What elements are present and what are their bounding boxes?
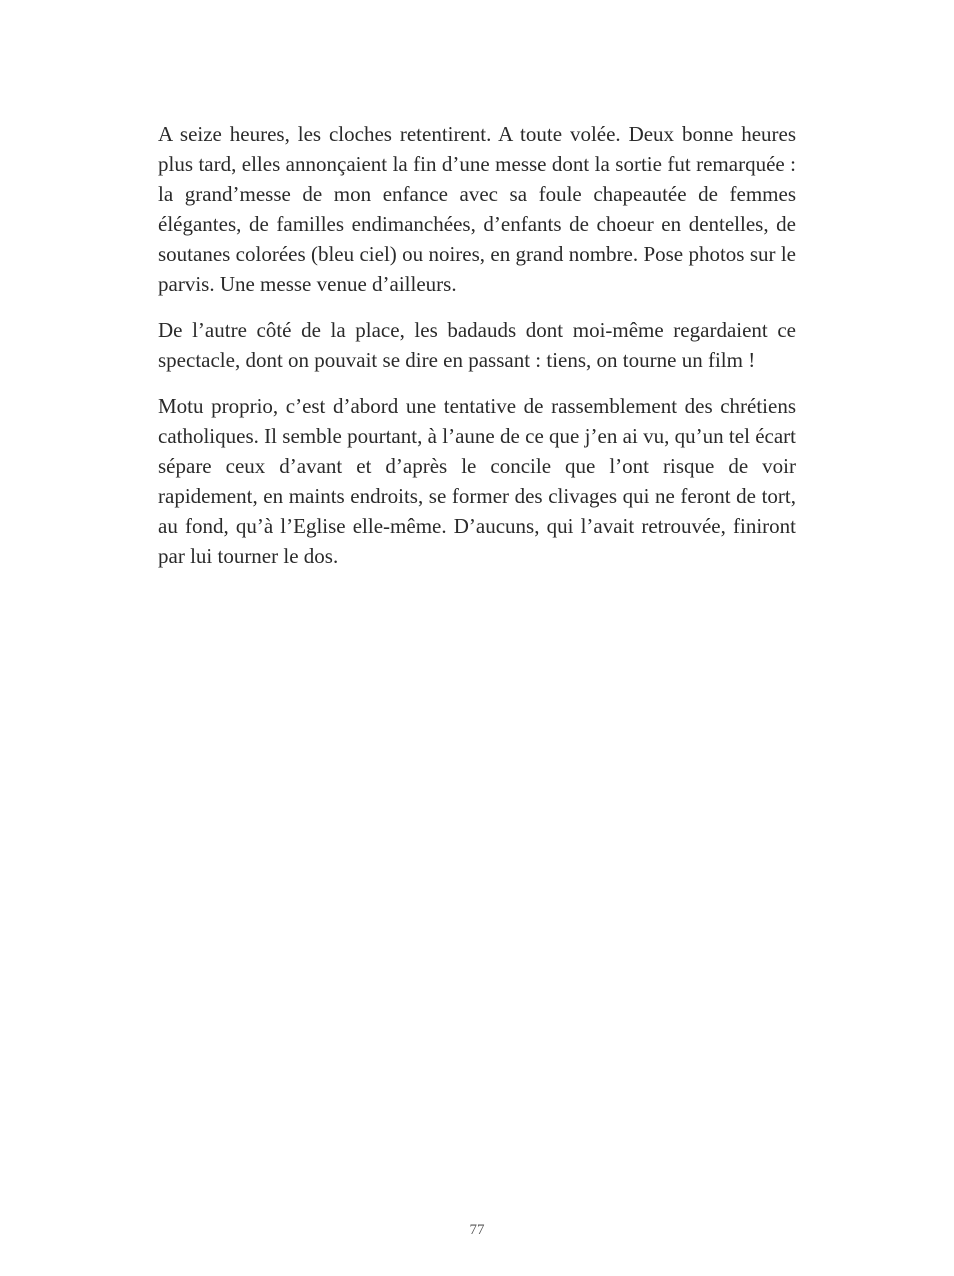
body-text (158, 119, 796, 587)
paragraph-2: De l’autre côté de la place, les badauds dont moi-même regardaient ce spectacle, dont on pouvait se dire en passant : tiens, on tourne un film ! (158, 318, 796, 372)
page-number: 77 (469, 1222, 485, 1238)
paragraph-1: A seize heures, les cloches retentirent. A toute volée. Deux bonne heures plus tard, elles annonçaient la fin d’une messe dont la sortie fut remarquée : la grand’messe de mon enfance avec sa foule chapeautée de femmes élégantes, de familles endimanchées, d’enfants de choeur en dentelles, de soutanes colorées (bleu ciel) ou noires, en grand nombre. Pose photos sur le parvis. Une messe venue d’ailleurs. (158, 122, 796, 296)
paragraph-3: Motu proprio, c’est d’abord une tentative de rassemblement des chrétiens catholiques. Il semble pourtant, à l’aune de ce que j’en ai vu, qu’un tel écart sépare ceux d’avant et d’après le concile que l’ont risque de voir rapidement, en maints endroits, se former des clivages qui ne feront de tort, au fond, qu’à l’Eglise elle-même. D’aucuns, qui l’avait retrouvée, finiront par lui tourner le dos. (158, 394, 796, 568)
